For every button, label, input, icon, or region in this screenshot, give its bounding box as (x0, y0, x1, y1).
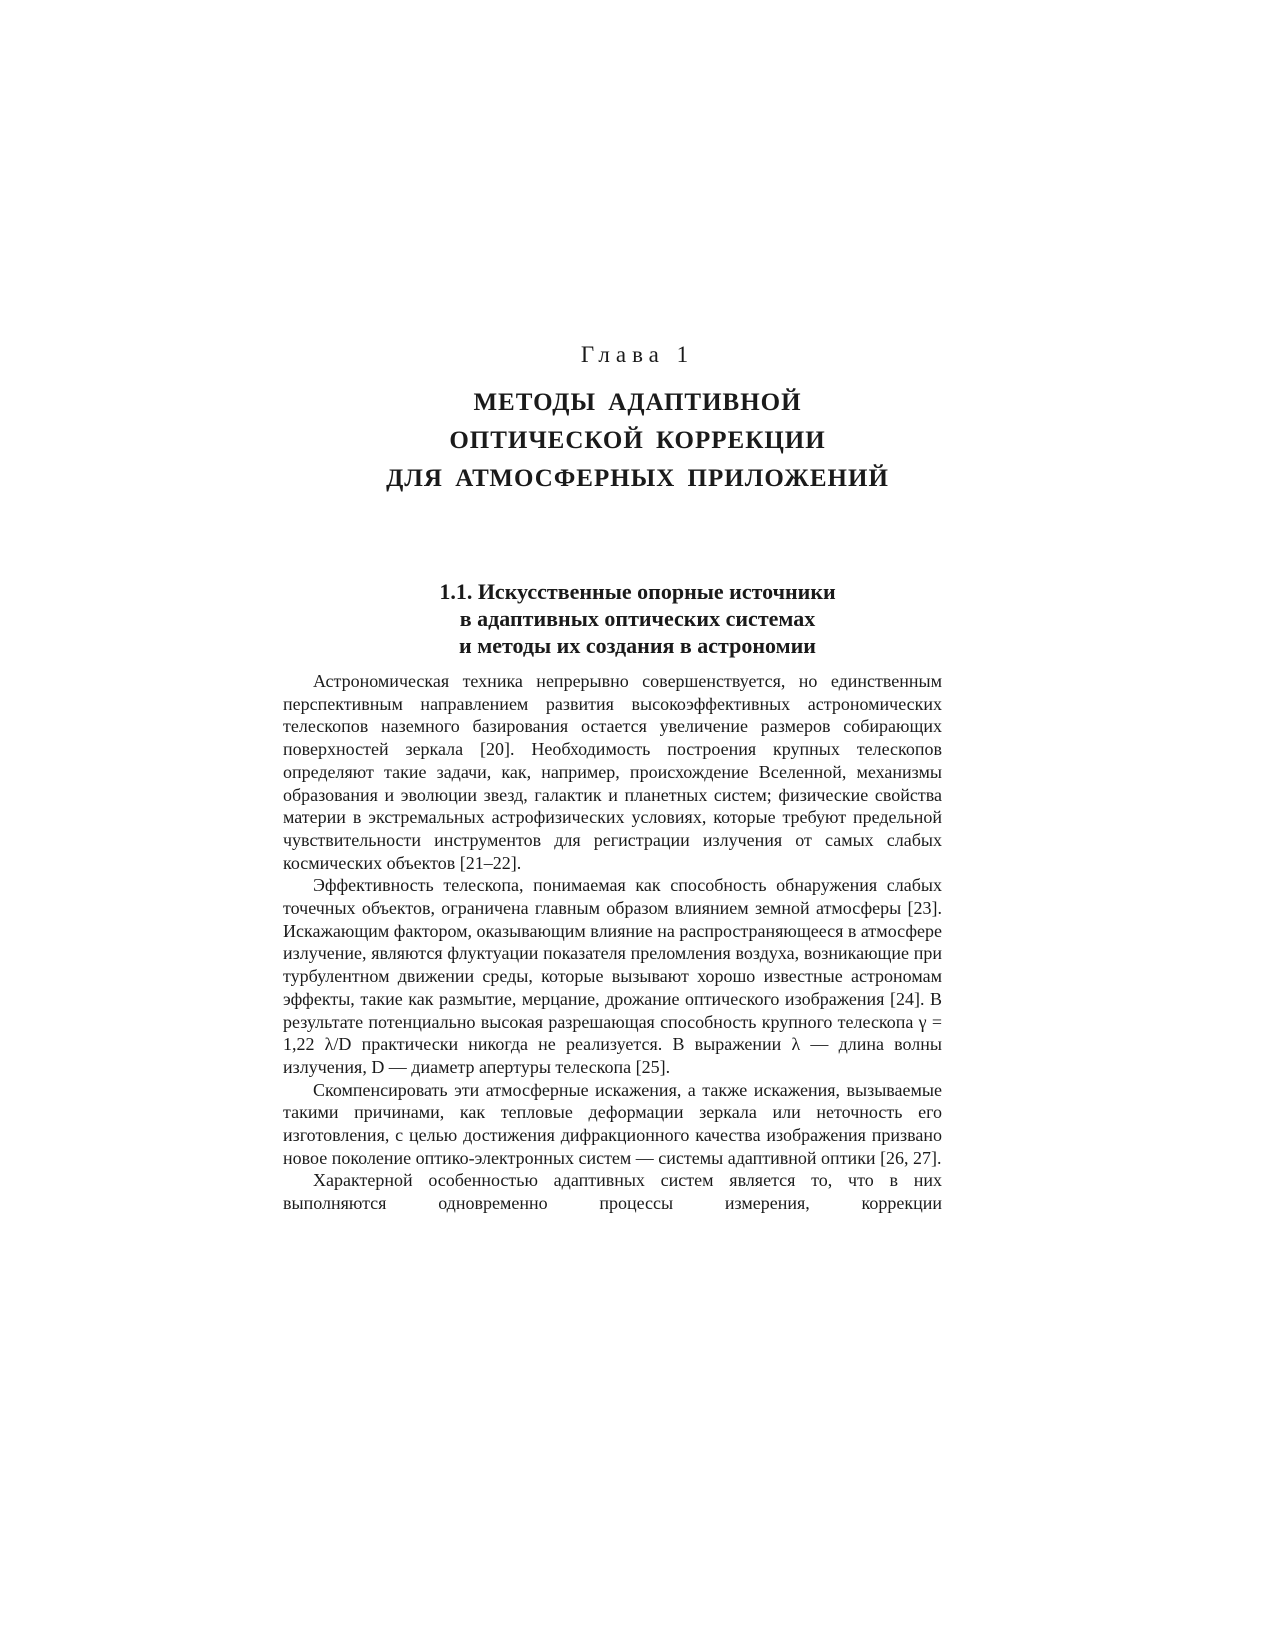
chapter-title-line: ДЛЯ АТМОСФЕРНЫХ ПРИЛОЖЕНИЙ (386, 465, 889, 492)
paragraph: Эффективность телескопа, понимаемая как способность обнаружения слабых точечных объектов, ограничена главным образом влиянием земной атмосферы [23]. Искажающим фактором, оказывающим влияние на распространяющееся в атмосфере излучение, являются флуктуации показателя преломления воздуха, возникающие при турбулентном движении среды, которые вызывают хорошо известные астрономам эффекты, такие как размытие, мерцание, дрожание оптического изображения [24]. В результате потенциально высокая разрешающая способность крупного телескопа γ = 1,22 λ/D практически никогда не реализуется. В выражении λ — длина волны излучения, D — диаметр апертуры телескопа [25]. (283, 875, 942, 1077)
paragraph: Астрономическая техника непрерывно совершенствуется, но единственным перспективным направлением развития высокоэффективных астрономических телескопов наземного базирования остается увеличение размеров собирающих поверхностей зеркала [20]. Необходимость построения крупных телескопов определяют такие задачи, как, например, происхождение Вселенной, механизмы образования и эволюции звезд, галактик и планетных систем; физические свойства материи в экстремальных астрофизических условиях, которые требуют предельной чувствительности инструментов для регистрации излучения от самых слабых космических объектов [21–22]. (283, 671, 942, 873)
section-title-line: в адаптивных оптических системах (459, 606, 816, 631)
chapter-title (0, 384, 1275, 498)
paragraph: Характерной особенностью адаптивных систем является то, что в них выполняются одновременно процессы измерения, коррекции (283, 1170, 942, 1214)
chapter-title-line: МЕТОДЫ АДАПТИВНОЙ (473, 389, 802, 416)
section-title (0, 578, 1275, 659)
section-title-line: 1.1. Искусственные опорные источники (439, 579, 836, 604)
chapter-label: Глава 1 (580, 342, 695, 367)
paragraph: Скомпенсировать эти атмосферные искажения, а также искажения, вызываемые такими причинами, как тепловые деформации зеркала или неточность его изготовления, с целью достижения дифракционного качества изображения призвано новое поколение оптико-электронных систем — системы адаптивной оптики [26, 27]. (283, 1079, 942, 1168)
section-title-line: и методы их создания в астрономии (459, 633, 816, 658)
body-text (283, 670, 942, 1215)
chapter-title-line: ОПТИЧЕСКОЙ КОРРЕКЦИИ (449, 427, 826, 454)
